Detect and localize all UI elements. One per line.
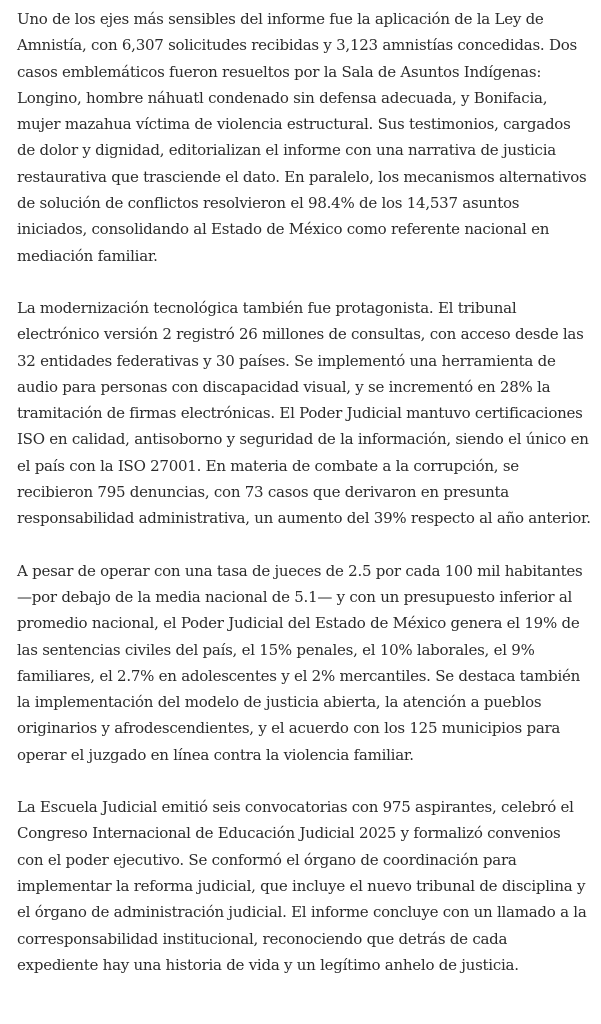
article-paragraph: La Escuela Judicial emitió seis convocatorias con 975 aspirantes, celebró el Congreso Internacional de Educación Judicial 2025 y formalizó convenios con el poder ejecutivo. Se conformó el órgano de coordinación para implementar la reforma judicial, que incluye el nuevo tribunal de disciplina y el órgano de administración judicial. El informe concluye con un llamado a la corresponsabilidad institucional, reconociendo que detrás de cada expediente hay una historia de vida y un legítimo anhelo de justicia. xyxy=(17,798,587,974)
article-paragraph: La modernización tecnológica también fue protagonista. El tribunal electrónico versión 2 registró 26 millones de consultas, con acceso desde las 32 entidades federativas y 30 países. Se implementó una herramienta de audio para personas con discapacidad visual, y se incrementó en 28% la tramitación de firmas electrónicas. El Poder Judicial mantuvo certificaciones ISO en calidad, antisoborno y seguridad de la información, siendo el único en el país con la ISO 27001. En materia de combate a la corrupción, se recibieron 795 denuncias, con 73 casos que derivaron en presunta responsabilidad administrativa, un aumento del 39% respecto al año anterior. xyxy=(17,298,591,528)
article-paragraph: A pesar de operar con una tasa de jueces de 2.5 por cada 100 mil habitantes —por debajo de la media nacional de 5.1— y con un presupuesto inferior al promedio nacional, el Poder Judicial del Estado de México genera el 19% de las sentencias civiles del país, el 15% penales, el 10% laborales, el 9% familiares, el 2.7% en adolescentes y el 2% mercantiles. Se destaca también la implementación del modelo de justicia abierta, la atención a pueblos originarios y afrodescendientes, y el acuerdo con los 125 municipios para operar el juzgado en línea contra la violencia familiar. xyxy=(17,561,583,764)
article-paragraph: Uno de los ejes más sensibles del informe fue la aplicación de la Ley de Amnistía, con 6,307 solicitudes recibidas y 3,123 amnistías concedidas. Dos casos emblemáticos fueron resueltos por la Sala de Asuntos Indígenas: Longino, hombre náhuatl condenado sin defensa adecuada, y Bonifacia, mujer mazahua víctima de violencia estructural. Sus testimonios, cargados de dolor y dignidad, editorializan el informe con una narrativa de justicia restaurativa que trasciende el dato. En paralelo, los mecanismos alternativos de solución de conflictos resolvieron el 98.4% de los 14,537 asuntos iniciados, consolidando al Estado de México como referente nacional en mediación familiar. xyxy=(17,10,587,265)
